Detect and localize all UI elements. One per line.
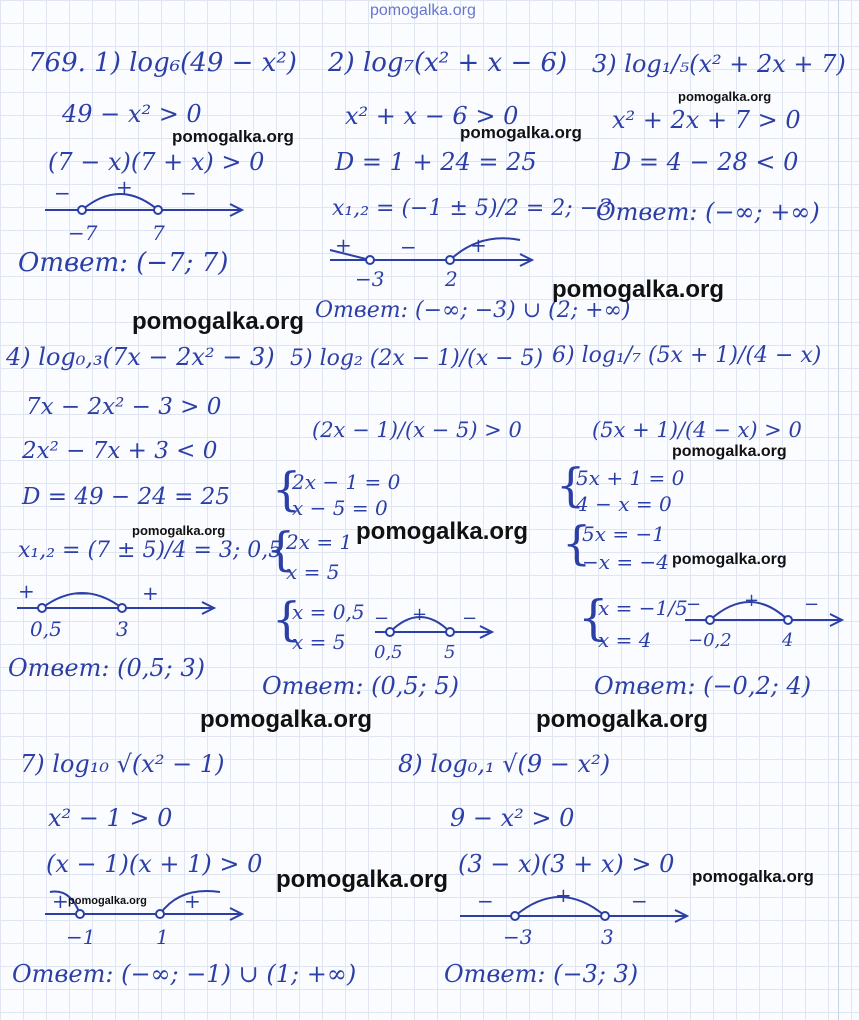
watermark-large: pomogalka.org xyxy=(536,706,709,733)
p7-sign-2: + xyxy=(184,889,201,913)
p2-sign-2: − xyxy=(400,235,417,259)
p6-brace-2: { xyxy=(562,516,592,570)
p4-line-2: 2x² − 7x + 3 < 0 xyxy=(22,438,218,464)
p1-answer: Ответ: (−7; 7) xyxy=(18,248,229,278)
p6-sys3-b: x = 4 xyxy=(598,628,652,652)
p1-sign-2: + xyxy=(116,175,133,199)
p6-title: 6) log₁/₇ (5x + 1)/(4 − x) xyxy=(552,343,822,368)
p5-tick-2: 5 xyxy=(444,642,456,663)
p6-brace-1: { xyxy=(556,458,586,512)
p2-tick-1: −3 xyxy=(355,267,385,291)
margin-line xyxy=(838,0,839,1020)
p7-title: 7) log₁₀ √(x² − 1) xyxy=(20,750,225,778)
watermark-large: pomogalka.org xyxy=(356,518,529,545)
p5-line-1: (2x − 1)/(x − 5) > 0 xyxy=(312,418,522,442)
p7-line-1: x² − 1 > 0 xyxy=(48,804,173,832)
p5-sys1-a: 2x − 1 = 0 xyxy=(292,470,401,494)
p1-line-1: 49 − x² > 0 xyxy=(62,100,202,128)
p5-sys1-b: x − 5 = 0 xyxy=(292,496,388,520)
p8-tick-2: 3 xyxy=(601,925,614,949)
p5-brace-3: { xyxy=(272,592,302,646)
watermark-medium: pomogalka.org xyxy=(672,551,787,568)
p8-sign-1: − xyxy=(477,889,494,913)
p5-sign-1: − xyxy=(374,608,390,629)
p5-sign-2: + xyxy=(412,604,428,625)
p5-sys2-a: 2x = 1 xyxy=(286,530,353,554)
p2-sign-3: + xyxy=(470,233,487,257)
p8-sign-3: − xyxy=(631,889,648,913)
p6-sign-1: − xyxy=(686,594,702,615)
p3-answer: Ответ: (−∞; +∞) xyxy=(596,198,820,226)
p4-tick-1: 0,5 xyxy=(30,617,62,641)
watermark-medium: pomogalka.org xyxy=(692,867,814,886)
p6-line-1: (5x + 1)/(4 − x) > 0 xyxy=(592,418,802,442)
p3-line-2: D = 4 − 28 < 0 xyxy=(612,148,799,176)
p7-sign-1: + xyxy=(52,889,69,913)
p1-tick-1: −7 xyxy=(68,221,98,245)
p2-line-3: x₁,₂ = (−1 ± 5)/2 = 2; −3 xyxy=(332,196,613,221)
p4-line-1: 7x − 2x² − 3 > 0 xyxy=(26,394,222,420)
p5-title: 5) log₂ (2x − 1)/(x − 5) xyxy=(290,346,544,371)
p8-title: 8) log₀,₁ √(9 − x²) xyxy=(398,750,611,778)
p6-sign-2: + xyxy=(744,590,760,611)
watermark-large: pomogalka.org xyxy=(200,706,373,733)
p4-sign-2: − xyxy=(74,581,91,605)
watermark-small: pomogalka.org xyxy=(132,523,226,538)
p2-line-1: x² + x − 6 > 0 xyxy=(345,102,519,130)
watermark-medium: pomogalka.org xyxy=(672,443,787,460)
p8-tick-1: −3 xyxy=(503,925,533,949)
p1-sign-1: − xyxy=(54,181,71,205)
p5-sys3-a: x = 0,5 xyxy=(292,600,365,624)
p4-title: 4) log₀,₃(7x − 2x² − 3) xyxy=(6,343,275,371)
watermark-medium: pomogalka.org xyxy=(460,123,582,142)
p5-sys3-b: x = 5 xyxy=(292,630,346,654)
p2-line-2: D = 1 + 24 = 25 xyxy=(335,148,537,176)
p2-number-line xyxy=(325,232,540,292)
p7-answer: Ответ: (−∞; −1) ∪ (1; +∞) xyxy=(12,960,357,988)
p1-sign-3: − xyxy=(180,181,197,205)
p1-number-line xyxy=(40,175,250,250)
p7-line-2: (x − 1)(x + 1) > 0 xyxy=(46,850,263,878)
watermark-small: pomogalka.org xyxy=(68,895,147,907)
watermark-medium: pomogalka.org xyxy=(172,127,294,146)
p2-sign-1: + xyxy=(335,233,352,257)
p6-sys1-a: 5x + 1 = 0 xyxy=(576,466,685,490)
p4-sign-3: + xyxy=(142,581,159,605)
p4-tick-2: 3 xyxy=(116,617,129,641)
p2-tick-2: 2 xyxy=(445,267,458,291)
p8-line-2: (3 − x)(3 + x) > 0 xyxy=(458,850,675,878)
p1-title: 769. 1) log₆(49 − x²) xyxy=(28,48,297,78)
p2-answer: Ответ: (−∞; −3) ∪ (2; +∞) xyxy=(315,298,631,323)
watermark-large: pomogalka.org xyxy=(276,866,449,893)
p6-sys3-a: x = −1/5 xyxy=(598,596,688,620)
p8-sign-2: + xyxy=(555,883,572,907)
p6-sign-3: − xyxy=(804,594,820,615)
p6-sys2-a: 5x = −1 xyxy=(582,522,665,546)
p1-tick-2: 7 xyxy=(152,221,165,245)
p5-answer: Ответ: (0,5; 5) xyxy=(262,672,459,700)
p5-sys2-b: x = 5 xyxy=(286,560,340,584)
p6-tick-2: 4 xyxy=(782,630,794,651)
p2-title: 2) log₇(x² + x − 6) xyxy=(328,48,568,78)
p7-tick-1: −1 xyxy=(66,925,96,949)
p8-answer: Ответ: (−3; 3) xyxy=(444,960,639,988)
watermark-large: pomogalka.org xyxy=(132,308,305,335)
p6-brace-3: { xyxy=(578,590,609,646)
watermark-small: pomogalka.org xyxy=(678,89,772,104)
p7-number-line xyxy=(40,884,250,948)
p6-answer: Ответ: (−0,2; 4) xyxy=(594,672,812,700)
p8-number-line xyxy=(455,884,695,948)
p4-line-4: x₁,₂ = (7 ± 5)/4 = 3; 0,5 xyxy=(18,538,283,563)
p3-title: 3) log₁/₅(x² + 2x + 7) xyxy=(592,50,846,78)
p6-sys1-b: 4 − x = 0 xyxy=(576,492,672,516)
p4-line-3: D = 49 − 24 = 25 xyxy=(22,484,230,510)
p5-brace-1: { xyxy=(272,462,302,516)
p5-brace-2: { xyxy=(266,522,296,576)
p4-answer: Ответ: (0,5; 3) xyxy=(8,654,205,682)
watermark-large: pomogalka.org xyxy=(552,276,725,303)
p8-line-1: 9 − x² > 0 xyxy=(450,804,575,832)
p6-sys2-b: −x = −4 xyxy=(582,550,669,574)
p4-number-line xyxy=(12,578,222,640)
p3-line-1: x² + 2x + 7 > 0 xyxy=(612,106,801,134)
p6-tick-1: −0,2 xyxy=(688,630,732,651)
p5-sign-3: − xyxy=(462,608,478,629)
p4-sign-1: + xyxy=(18,579,35,603)
p6-number-line xyxy=(680,590,850,654)
header-watermark: pomogalka.org xyxy=(370,2,476,19)
p5-tick-1: 0,5 xyxy=(374,642,403,663)
p1-line-2: (7 − x)(7 + x) > 0 xyxy=(48,148,265,176)
p7-tick-2: 1 xyxy=(156,925,169,949)
p5-number-line xyxy=(370,602,500,664)
